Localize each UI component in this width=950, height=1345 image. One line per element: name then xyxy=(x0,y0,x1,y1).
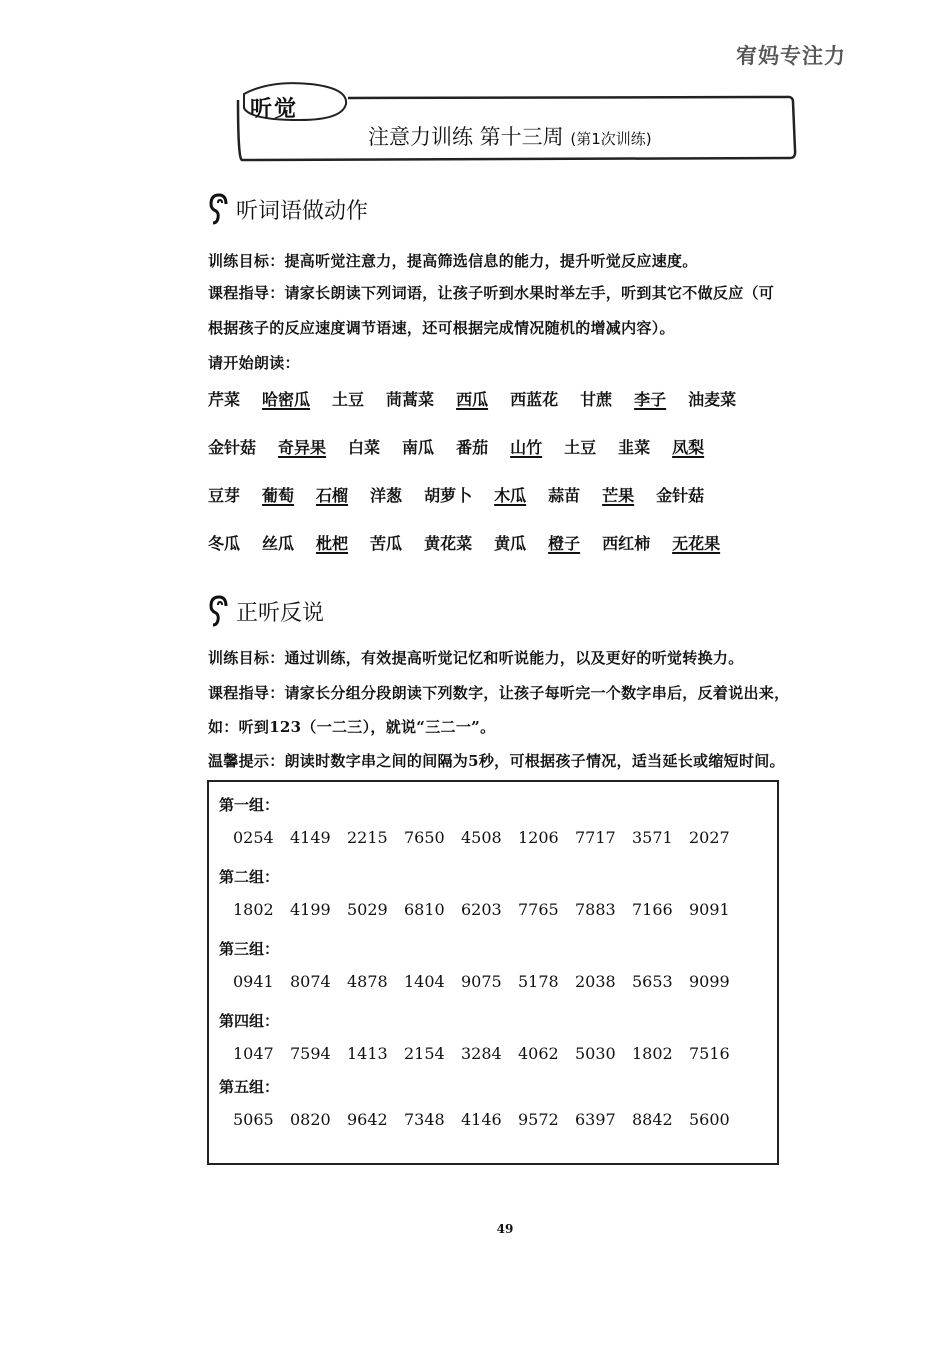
section2-goal: 训练目标：通过训练，有效提高听觉记忆和听说能力，以及更好的听觉转换力。 xyxy=(208,649,744,667)
word-item: 胡萝卜 xyxy=(424,486,473,505)
number-item: 6397 xyxy=(575,1110,616,1129)
number-item: 5030 xyxy=(575,1044,616,1063)
number-item: 3284 xyxy=(461,1044,502,1063)
section1-title-text: 听词语做动作 xyxy=(236,198,369,224)
word-item: 甘蔗 xyxy=(580,390,613,409)
number-item: 4878 xyxy=(347,972,388,991)
number-item: 7883 xyxy=(575,900,616,919)
section1-guide-line1: 课程指导：请家长朗读下列词语，让孩子听到水果时举左手，听到其它不做反应（可 xyxy=(208,284,775,302)
group-label: 第五组： xyxy=(219,1078,280,1096)
number-item: 6810 xyxy=(404,900,445,919)
header-title xyxy=(368,121,652,151)
number-item: 4062 xyxy=(518,1044,559,1063)
word-fruit: 哈密瓜 xyxy=(262,390,311,409)
word-item: 土豆 xyxy=(564,438,597,457)
word-item: 韭菜 xyxy=(618,438,651,457)
word-row xyxy=(208,387,758,410)
number-item: 1206 xyxy=(518,828,559,847)
word-item: 南瓜 xyxy=(402,438,435,457)
word-fruit: 凤梨 xyxy=(672,438,705,457)
word-fruit: 葡萄 xyxy=(262,486,295,505)
number-item: 4199 xyxy=(290,900,331,919)
number-row xyxy=(233,1044,746,1063)
word-item: 金针菇 xyxy=(208,438,257,457)
brand-label: 宥妈专注力 xyxy=(736,44,846,68)
number-item: 0941 xyxy=(233,972,274,991)
number-item: 7516 xyxy=(689,1044,730,1063)
number-item: 7594 xyxy=(290,1044,331,1063)
number-item: 0820 xyxy=(290,1110,331,1129)
word-item: 蒜苗 xyxy=(548,486,581,505)
section1-guide-line2: 根据孩子的反应速度调节语速，还可根据完成情况随机的增减内容）。 xyxy=(208,319,675,337)
number-item: 8842 xyxy=(632,1110,673,1129)
word-fruit: 木瓜 xyxy=(494,486,527,505)
word-item: 黄瓜 xyxy=(494,534,527,553)
number-row xyxy=(233,1110,746,1129)
number-item: 1413 xyxy=(347,1044,388,1063)
word-row xyxy=(208,483,726,506)
number-item: 1047 xyxy=(233,1044,274,1063)
word-fruit: 李子 xyxy=(634,390,667,409)
number-item: 7650 xyxy=(404,828,445,847)
number-item: 1404 xyxy=(404,972,445,991)
group-label: 第一组： xyxy=(219,796,280,814)
word-fruit: 山竹 xyxy=(510,438,543,457)
number-item: 5178 xyxy=(518,972,559,991)
number-item: 7166 xyxy=(632,900,673,919)
number-item: 6203 xyxy=(461,900,502,919)
number-item: 2027 xyxy=(689,828,730,847)
number-item: 4146 xyxy=(461,1110,502,1129)
number-item: 9642 xyxy=(347,1110,388,1129)
word-item: 洋葱 xyxy=(370,486,403,505)
number-row xyxy=(233,972,746,991)
word-fruit: 枇杷 xyxy=(316,534,349,553)
word-row xyxy=(208,531,742,554)
word-fruit: 西瓜 xyxy=(456,390,489,409)
header-tag: 听觉 xyxy=(250,97,299,122)
section2-guide-line2: 如：听到123（一二三），就说“三二一”。 xyxy=(208,718,496,736)
section2-title xyxy=(208,594,324,628)
section1-title xyxy=(208,192,368,226)
word-item: 芹菜 xyxy=(208,390,241,409)
number-item: 9075 xyxy=(461,972,502,991)
word-item: 茼蒿菜 xyxy=(386,390,435,409)
section1-start: 请开始朗读： xyxy=(208,354,300,372)
word-item: 豆芽 xyxy=(208,486,241,505)
number-item: 2038 xyxy=(575,972,616,991)
group-label: 第四组： xyxy=(219,1012,280,1030)
number-item: 5600 xyxy=(689,1110,730,1129)
number-item: 4508 xyxy=(461,828,502,847)
word-row xyxy=(208,435,726,458)
word-item: 番茄 xyxy=(456,438,489,457)
number-item: 0254 xyxy=(233,828,274,847)
header-title-text: 注意力训练 第十三周 xyxy=(368,125,564,149)
word-item: 丝瓜 xyxy=(262,534,295,553)
ear-icon xyxy=(208,594,232,628)
word-item: 黄花菜 xyxy=(424,534,473,553)
number-row xyxy=(233,828,746,847)
number-item: 5029 xyxy=(347,900,388,919)
word-item: 金针菇 xyxy=(656,486,705,505)
header-subtitle: (第1次训练) xyxy=(570,130,652,148)
word-item: 冬瓜 xyxy=(208,534,241,553)
group-label: 第三组： xyxy=(219,940,280,958)
word-fruit: 无花果 xyxy=(672,534,721,553)
number-groups-box xyxy=(207,780,779,1165)
section2-tip: 温馨提示：朗读时数字串之间的间隔为5秒，可根据孩子情况，适当延长或缩短时间。 xyxy=(208,752,785,770)
number-item: 7348 xyxy=(404,1110,445,1129)
number-item: 9572 xyxy=(518,1110,559,1129)
number-item: 7717 xyxy=(575,828,616,847)
section2-title-text: 正听反说 xyxy=(236,600,325,626)
word-fruit: 橙子 xyxy=(548,534,581,553)
word-fruit: 芒果 xyxy=(602,486,635,505)
number-item: 5653 xyxy=(632,972,673,991)
number-item: 9091 xyxy=(689,900,730,919)
word-item: 苦瓜 xyxy=(370,534,403,553)
word-item: 土豆 xyxy=(332,390,365,409)
number-item: 1802 xyxy=(233,900,274,919)
section2-guide-line1: 课程指导：请家长分组分段朗读下列数字，让孩子每听完一个数字串后，反着说出来， xyxy=(208,684,790,702)
number-item: 2215 xyxy=(347,828,388,847)
group-label: 第二组： xyxy=(219,868,280,886)
number-item: 5065 xyxy=(233,1110,274,1129)
word-fruit: 奇异果 xyxy=(278,438,327,457)
word-item: 油麦菜 xyxy=(688,390,737,409)
ear-icon xyxy=(208,192,232,226)
number-item: 4149 xyxy=(290,828,331,847)
word-item: 西红柿 xyxy=(602,534,651,553)
number-item: 8074 xyxy=(290,972,331,991)
section1-goal: 训练目标：提高听觉注意力，提高筛选信息的能力，提升听觉反应速度。 xyxy=(208,252,698,270)
number-item: 3571 xyxy=(632,828,673,847)
word-item: 西蓝花 xyxy=(510,390,559,409)
page-number: 49 xyxy=(496,1222,514,1236)
number-item: 9099 xyxy=(689,972,730,991)
word-item: 白菜 xyxy=(348,438,381,457)
number-item: 2154 xyxy=(404,1044,445,1063)
number-item: 1802 xyxy=(632,1044,673,1063)
number-row xyxy=(233,900,746,919)
number-item: 7765 xyxy=(518,900,559,919)
word-fruit: 石榴 xyxy=(316,486,349,505)
